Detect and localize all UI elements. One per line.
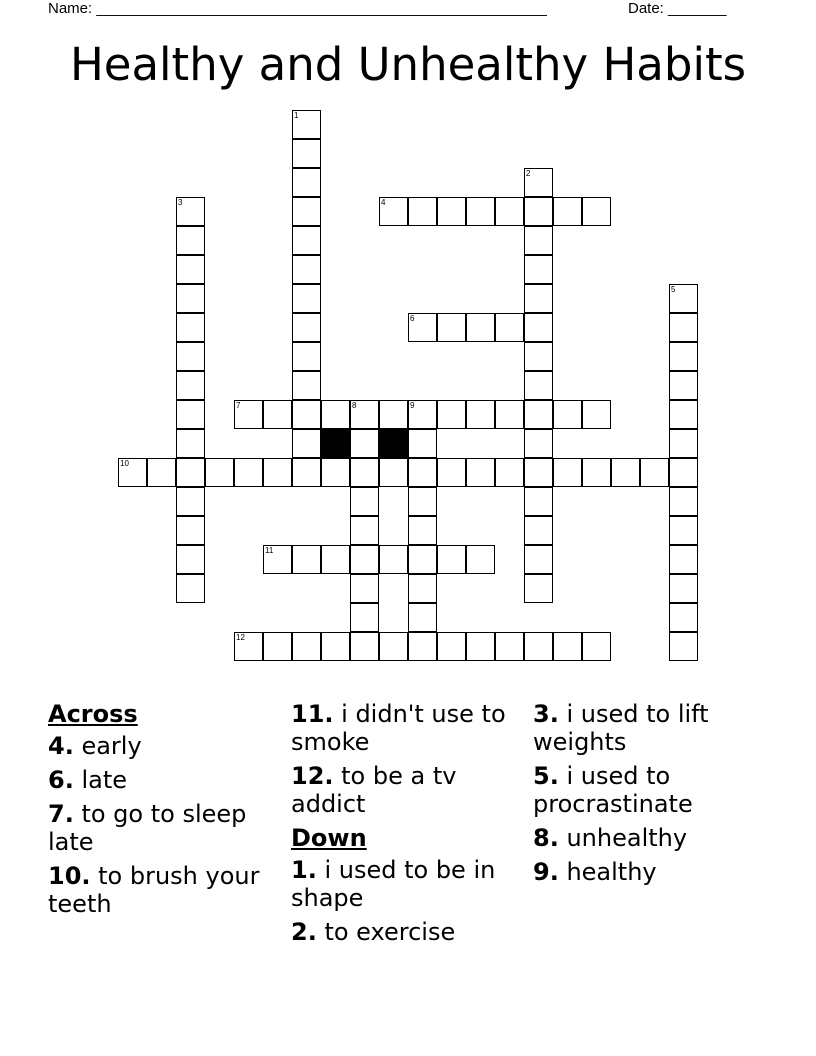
grid-cell[interactable] (176, 487, 205, 516)
clue-across-7: 7. to go to sleep late (48, 800, 247, 856)
grid-cell[interactable] (669, 342, 698, 371)
grid-cell[interactable] (437, 197, 466, 226)
grid-cell[interactable] (350, 487, 379, 516)
grid-cell[interactable] (176, 342, 205, 371)
grid-cell[interactable] (321, 458, 350, 487)
grid-cell[interactable] (524, 284, 553, 313)
grid-cell[interactable] (669, 603, 698, 632)
grid-cell[interactable] (292, 371, 321, 400)
grid-cell[interactable] (176, 284, 205, 313)
grid-cell[interactable] (350, 516, 379, 545)
grid-cell[interactable] (582, 458, 611, 487)
grid-cell[interactable] (292, 139, 321, 168)
grid-cell[interactable] (147, 458, 176, 487)
clue-down-1: 1. i used to be in shape (291, 856, 496, 912)
grid-cell[interactable] (292, 458, 321, 487)
grid-cell[interactable] (495, 632, 524, 661)
clue-across-4: 4. early (48, 732, 142, 760)
grid-cell[interactable] (408, 458, 437, 487)
grid-cell[interactable] (292, 342, 321, 371)
grid-cell[interactable] (263, 458, 292, 487)
grid-cell[interactable] (611, 458, 640, 487)
clue-across-10: 10. to brush your teeth (48, 862, 260, 918)
grid-cell[interactable] (466, 458, 495, 487)
grid-cell[interactable] (292, 168, 321, 197)
grid-cell[interactable] (669, 487, 698, 516)
grid-cell[interactable] (669, 429, 698, 458)
grid-cell[interactable] (408, 603, 437, 632)
grid-cell[interactable] (379, 400, 408, 429)
grid-cell[interactable] (176, 255, 205, 284)
grid-cell[interactable] (466, 313, 495, 342)
grid-cell[interactable] (524, 400, 553, 429)
black-cell (321, 429, 350, 458)
grid-cell[interactable] (669, 313, 698, 342)
grid-cell[interactable] (350, 574, 379, 603)
grid-cell[interactable] (582, 197, 611, 226)
clue-number: 2 (526, 169, 531, 178)
grid-cell[interactable] (292, 429, 321, 458)
clue-across-6: 6. late (48, 766, 128, 794)
grid-cell[interactable] (292, 632, 321, 661)
black-cell (379, 429, 408, 458)
down-heading: Down (291, 824, 367, 852)
grid-cell[interactable] (408, 574, 437, 603)
clue-number: 1 (294, 111, 299, 120)
clue-number: 10 (120, 459, 129, 468)
grid-cell[interactable] (292, 400, 321, 429)
grid-cell[interactable] (553, 197, 582, 226)
grid-cell[interactable] (495, 458, 524, 487)
grid-cell[interactable] (292, 313, 321, 342)
grid-cell[interactable] (350, 632, 379, 661)
clue-column-2 (291, 700, 511, 952)
grid-cell[interactable] (176, 458, 205, 487)
grid-cell[interactable] (176, 574, 205, 603)
grid-cell[interactable] (437, 458, 466, 487)
grid-cell[interactable] (408, 516, 437, 545)
grid-cell[interactable] (321, 545, 350, 574)
grid-cell[interactable] (466, 197, 495, 226)
grid-cell[interactable] (524, 458, 553, 487)
grid-cell[interactable] (379, 545, 408, 574)
grid-cell[interactable] (669, 516, 698, 545)
grid-cell[interactable] (524, 429, 553, 458)
grid-cell[interactable] (669, 458, 698, 487)
grid-cell[interactable] (466, 545, 495, 574)
grid-cell[interactable] (176, 371, 205, 400)
grid-cell[interactable] (350, 429, 379, 458)
grid-cell[interactable] (524, 197, 553, 226)
grid-cell[interactable] (495, 197, 524, 226)
grid-cell[interactable] (263, 400, 292, 429)
grid-cell[interactable] (669, 574, 698, 603)
clue-down-3: 3. i used to lift weights (533, 700, 709, 756)
clue-down-5: 5. i used to procrastinate (533, 762, 693, 818)
grid-cell[interactable] (437, 545, 466, 574)
grid-cell[interactable] (408, 545, 437, 574)
grid-cell[interactable] (321, 400, 350, 429)
grid-cell[interactable] (582, 632, 611, 661)
grid-cell[interactable] (524, 574, 553, 603)
grid-cell[interactable] (524, 632, 553, 661)
grid-cell[interactable] (292, 284, 321, 313)
grid-cell[interactable] (379, 632, 408, 661)
grid-cell[interactable] (466, 632, 495, 661)
grid-cell[interactable] (321, 632, 350, 661)
clue-across-11: 11. i didn't use to smoke (291, 700, 506, 756)
clue-number: 5 (671, 285, 676, 294)
grid-cell[interactable] (524, 371, 553, 400)
grid-cell[interactable] (669, 400, 698, 429)
grid-cell[interactable] (669, 545, 698, 574)
clue-column-3 (533, 700, 753, 892)
grid-cell[interactable] (176, 545, 205, 574)
grid-cell[interactable] (669, 371, 698, 400)
grid-cell[interactable] (408, 487, 437, 516)
grid-cell[interactable] (176, 429, 205, 458)
clue-number: 9 (410, 401, 415, 410)
grid-cell[interactable] (495, 400, 524, 429)
grid-cell[interactable] (408, 632, 437, 661)
grid-cell[interactable] (176, 226, 205, 255)
page-title: Healthy and Unhealthy Habits (69, 38, 747, 91)
grid-cell[interactable] (524, 487, 553, 516)
clue-number: 8 (352, 401, 357, 410)
clue-number: 11 (265, 546, 274, 555)
grid-cell[interactable] (350, 545, 379, 574)
clue-number: 3 (178, 198, 183, 207)
grid-cell[interactable] (553, 458, 582, 487)
clue-number: 12 (236, 633, 245, 642)
grid-cell[interactable] (205, 458, 234, 487)
grid-cell[interactable] (263, 632, 292, 661)
grid-cell[interactable] (524, 516, 553, 545)
grid-cell[interactable] (379, 458, 408, 487)
grid-cell[interactable] (176, 400, 205, 429)
date-field-label: Date: _______ (628, 0, 727, 17)
grid-cell[interactable] (234, 458, 263, 487)
grid-cell[interactable] (640, 458, 669, 487)
grid-cell[interactable] (495, 313, 524, 342)
clue-number: 6 (410, 314, 415, 323)
clue-column-1 (48, 700, 268, 924)
name-field-label: Name: ______________________________________________________ (48, 0, 547, 17)
grid-cell[interactable] (524, 226, 553, 255)
grid-cell[interactable] (176, 516, 205, 545)
clue-down-2: 2. to exercise (291, 918, 456, 946)
grid-cell[interactable] (553, 400, 582, 429)
grid-cell[interactable] (524, 342, 553, 371)
grid-cell[interactable] (437, 313, 466, 342)
grid-cell[interactable] (524, 313, 553, 342)
across-heading: Across (48, 700, 138, 728)
grid-cell[interactable] (350, 458, 379, 487)
grid-cell[interactable] (437, 632, 466, 661)
grid-cell[interactable] (292, 545, 321, 574)
clue-down-8: 8. unhealthy (533, 824, 688, 852)
grid-cell[interactable] (582, 400, 611, 429)
grid-cell[interactable] (176, 313, 205, 342)
grid-cell[interactable] (524, 545, 553, 574)
grid-cell[interactable] (292, 255, 321, 284)
grid-cell[interactable] (292, 197, 321, 226)
grid-cell[interactable] (466, 400, 495, 429)
clue-number: 7 (236, 401, 241, 410)
grid-cell[interactable] (524, 255, 553, 284)
clue-number: 4 (381, 198, 386, 207)
grid-cell[interactable] (350, 603, 379, 632)
grid-cell[interactable] (408, 429, 437, 458)
grid-cell[interactable] (553, 632, 582, 661)
grid-cell[interactable] (669, 632, 698, 661)
grid-cell[interactable] (437, 400, 466, 429)
clue-across-12: 12. to be a tv addict (291, 762, 457, 818)
clue-down-9: 9. healthy (533, 858, 657, 886)
grid-cell[interactable] (292, 226, 321, 255)
grid-cell[interactable] (408, 197, 437, 226)
